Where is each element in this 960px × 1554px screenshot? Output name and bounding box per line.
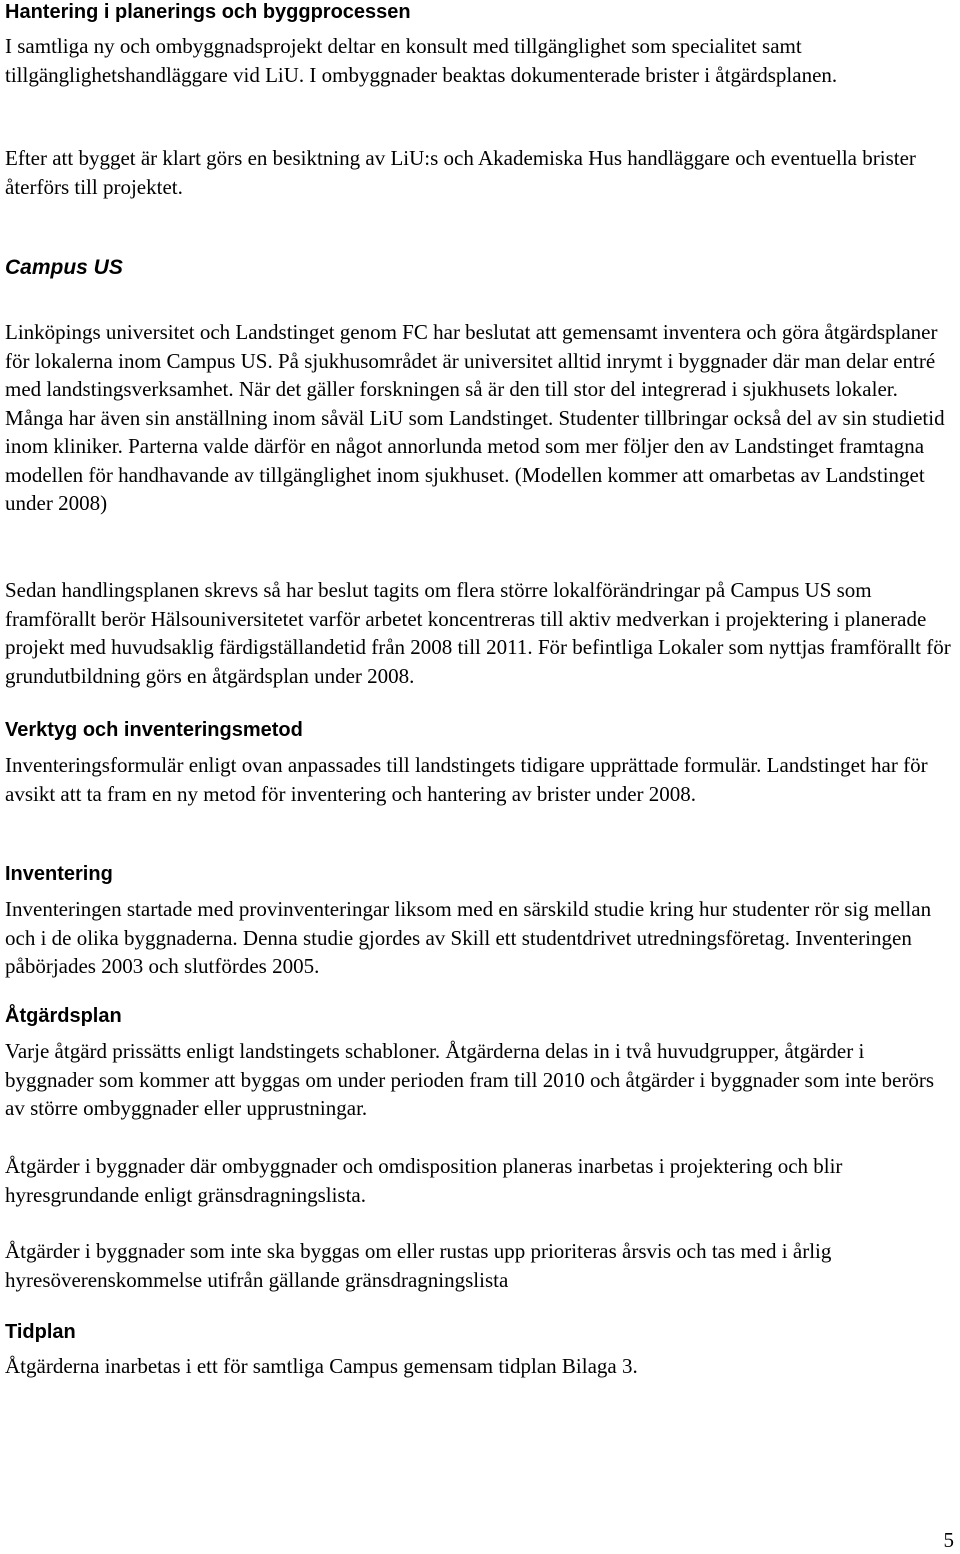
section-timeline xyxy=(5,1320,955,1344)
section-tools xyxy=(5,718,955,742)
paragraph: Varje åtgärd prissätts enligt landstingets schabloner. Åtgärderna delas in i två huvudgrupper, åtgärder i byggnader som kommer att byggas om under perioden fram till 2010 och åtgärder i byggnader som inte berörs av större ombyggnader eller upprustningar. xyxy=(5,1039,935,1120)
paragraph: I samtliga ny och ombyggnadsprojekt deltar en konsult med tillgänglighet som specialitet samt tillgänglighetshandläggare vid LiU. I ombyggnader beaktas dokumenterade brister i åtgärdsplanen. xyxy=(5,34,838,87)
paragraph xyxy=(5,895,955,981)
section-heading: Hantering i planerings och byggprocessen xyxy=(5,1,411,23)
paragraph xyxy=(5,1237,955,1294)
section-heading: Inventering xyxy=(5,863,113,885)
section-action-plan xyxy=(5,1004,955,1028)
section-heading: Tidplan xyxy=(5,1321,76,1343)
paragraph: Linköpings universitet och Landstinget genom FC har beslutat att gemensamt inventera och göra åtgärdsplaner för lokalerna inom Campus US. På sjukhusområdet är universitet alltid inrymt i byggnader där man delar entré med landstingsverksamhet. När det gäller forskningen så är den till stor del integrerad i sjukhusets lokaler. Många har även sin anställning inom såväl LiU som Landstinget. Studenter tillbringar också del av sin studietid inom kliniker. Parterna valde därför en något annorlunda metod som mer följer den av Landstinget framtagna modellen för handhavande av tillgänglighet inom sjukhuset. (Modellen kommer att omarbetas av Landstinget under 2008) xyxy=(5,320,945,515)
paragraph xyxy=(5,318,955,518)
section-handling xyxy=(5,0,955,24)
paragraph: Åtgärder i byggnader som inte ska byggas om eller rustas upp prioriteras årsvis och tas med i årlig hyresöverenskommelse utifrån gällande gränsdragningslista xyxy=(5,1239,832,1292)
page-number: 5 xyxy=(943,1528,954,1552)
section-heading: Verktyg och inventeringsmetod xyxy=(5,719,303,741)
paragraph xyxy=(5,32,955,89)
paragraph: Inventeringsformulär enligt ovan anpassades till landstingets tidigare upprättade formulär. Landstinget har för avsikt att ta fram en ny metod för inventering och hantering av brister under 2008. xyxy=(5,753,928,806)
paragraph xyxy=(5,1352,955,1381)
paragraph: Inventeringen startade med provinventeringar liksom med en särskild studie kring hur studenter rör sig mellan och i de olika byggnaderna. Denna studie gjordes av Skill ett studentdrivet utredningsföretag. Inventeringen påbörjades 2003 och slutfördes 2005. xyxy=(5,897,932,978)
paragraph: Sedan handlingsplanen skrevs så har beslut tagits om flera större lokalförändringar på Campus US som framförallt berör Hälsouniversitetet varför arbetet koncentreras till aktiv medverkan i projektering i planerade projekt med huvudsaklig färdigställandetid från 2008 till 2011. För befintliga Lokaler som nyttjas framförallt för grundutbildning görs en åtgärdsplan under 2008. xyxy=(5,578,951,688)
paragraph: Åtgärderna inarbetas i ett för samtliga Campus gemensam tidplan Bilaga 3. xyxy=(5,1354,638,1378)
section-heading: Åtgärdsplan xyxy=(5,1005,122,1027)
paragraph: Åtgärder i byggnader där ombyggnader och omdisposition planeras inarbetas i projektering och blir hyresgrundande enligt gränsdragningslista. xyxy=(5,1154,843,1207)
paragraph xyxy=(5,751,955,808)
paragraph xyxy=(5,1037,955,1123)
paragraph xyxy=(5,576,955,690)
paragraph xyxy=(5,144,955,201)
paragraph xyxy=(5,1152,955,1209)
section-campus-us xyxy=(5,256,955,280)
paragraph: Efter att bygget är klart görs en besiktning av LiU:s och Akademiska Hus handläggare och eventuella brister återförs till projektet. xyxy=(5,146,916,199)
section-inventory xyxy=(5,862,955,886)
section-heading: Campus US xyxy=(5,256,123,279)
